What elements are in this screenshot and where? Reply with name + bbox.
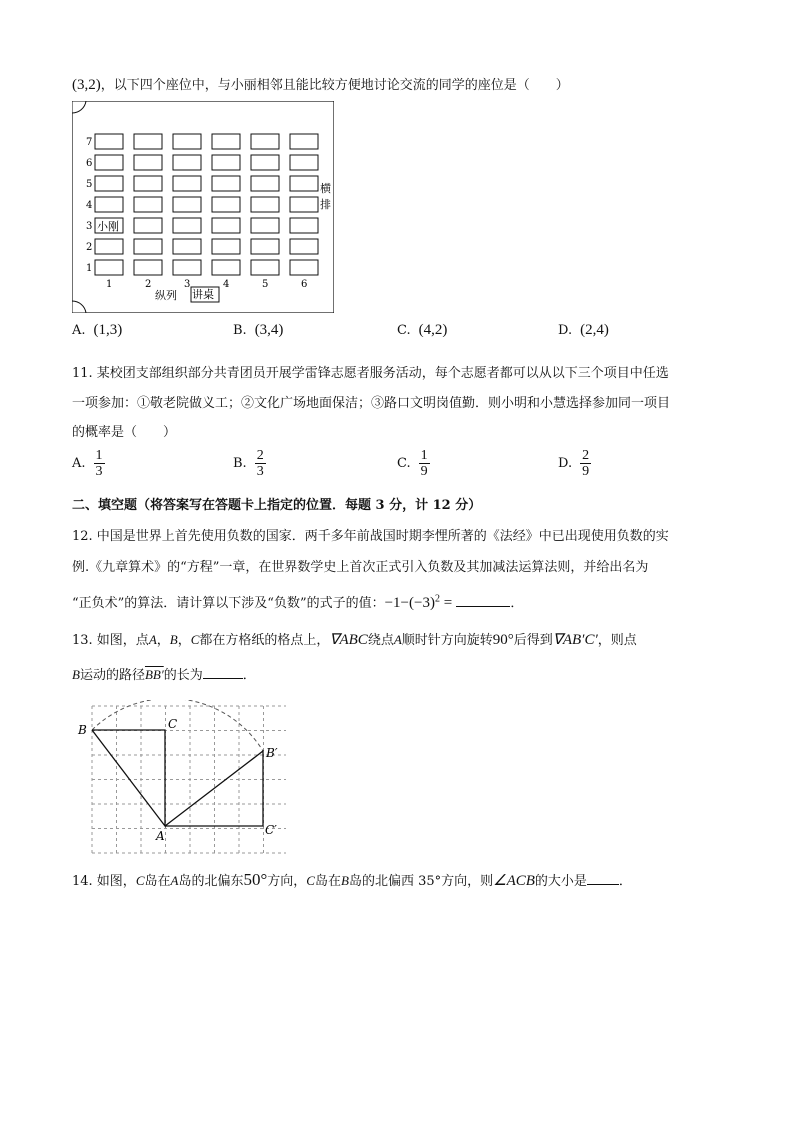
q11-option-d[interactable]: D. $\frac{2}{9}$ <box>558 448 590 479</box>
seat <box>173 197 201 212</box>
row-number: 4 <box>86 200 93 211</box>
q10-stem <box>72 74 569 94</box>
fig-label-a: A <box>156 829 165 843</box>
seat <box>251 239 279 254</box>
col-number: 1 <box>106 279 113 290</box>
seat <box>134 155 162 170</box>
row-number: 6 <box>86 158 93 169</box>
row-number: 7 <box>86 137 93 148</box>
q14-stem: 14. 如图，C岛在A岛的北偏东50°方向，C岛在B岛的北偏西 35°方向，则∠ACB的大小是 ． <box>72 870 632 889</box>
q10-option-a[interactable]: A. (1,3) <box>72 322 123 338</box>
seat <box>173 155 201 170</box>
q13-line1: 13. 如图，点A，B，C都在方格纸的格点上，∇ABC绕点A顺时针方向旋转90°后得到∇AB′C′，则点 <box>72 632 637 648</box>
seat <box>290 239 318 254</box>
seat <box>212 239 240 254</box>
seat <box>95 260 123 275</box>
seat <box>212 134 240 149</box>
fig-label-bp: B′ <box>266 746 278 760</box>
seat <box>290 155 318 170</box>
seat <box>134 134 162 149</box>
fig-label-c: C <box>168 717 178 731</box>
q13-answer-blank[interactable] <box>203 678 243 679</box>
fig-label-b: B <box>78 723 87 737</box>
seat <box>290 197 318 212</box>
q10-coord: (3,2) <box>72 77 101 93</box>
triangle-abc <box>92 730 165 826</box>
q13-line2: B运动的路径BB′的长为 ． <box>72 667 256 683</box>
seat <box>134 239 162 254</box>
seat <box>251 134 279 149</box>
col-number: 3 <box>184 279 191 290</box>
col-label: 纵列 <box>155 289 177 302</box>
col-number: 2 <box>145 279 152 290</box>
seat <box>95 239 123 254</box>
seat <box>173 239 201 254</box>
q11-line1: 11. 某校团支部组织部分共青团员开展学雷锋志愿者服务活动，每个志愿者都可以从以下三个项目中任选 <box>72 366 669 381</box>
q11-option-b[interactable]: B. $\frac{2}{3}$ <box>233 448 264 479</box>
q12-line1: 12. 中国是世界上首先使用负数的国家．两千多年前战国时期李悝所著的《法经》中已出现使用负数的实 <box>72 529 669 544</box>
q11-option-a[interactable]: A. $\frac{1}{3}$ <box>72 448 103 479</box>
seat <box>251 176 279 191</box>
arc-bb: BB′ <box>144 667 164 682</box>
seat <box>251 197 279 212</box>
row-number: 3 <box>86 221 93 232</box>
q11-line2: 一项参加：①敬老院做义工；②文化广场地面保洁；③路口文明岗值勤．则小明和小慧选择参加同一项目 <box>72 396 671 411</box>
q12-line3: “正负术”的算法．请计算以下涉及“负数”的式子的值：$-1-(-3)^2$ = ． <box>72 593 524 611</box>
seat <box>134 197 162 212</box>
seat <box>173 134 201 149</box>
seat <box>95 176 123 191</box>
xiaogang-label: 小刚 <box>97 220 119 233</box>
rotation-arc <box>92 700 263 751</box>
q10-option-b[interactable]: B. (3,4) <box>233 322 284 338</box>
col-number: 6 <box>301 279 308 290</box>
q12-expression: −1−(−3) <box>384 595 435 611</box>
side-label-1: 横 <box>320 182 331 195</box>
q10-text: ，以下四个座位中，与小丽相邻且能比较方便地讨论交流的同学的座位是（ ） <box>100 78 569 93</box>
q14-answer-blank[interactable] <box>587 884 619 885</box>
seat <box>95 155 123 170</box>
q10-option-d[interactable]: D. (2,4) <box>558 322 609 338</box>
q11-line3: 的概率是（ ） <box>72 425 177 440</box>
seat <box>134 218 162 233</box>
row-number: 2 <box>86 242 93 253</box>
seat <box>95 197 123 212</box>
seat <box>290 260 318 275</box>
section-2-heading: 二、填空题（将答案写在答题卡上指定的位置．每题 3 分，计 12 分） <box>72 498 482 513</box>
seat <box>251 155 279 170</box>
row-number: 1 <box>86 263 93 274</box>
seat <box>95 134 123 149</box>
seat <box>290 218 318 233</box>
seat <box>212 176 240 191</box>
seat <box>290 134 318 149</box>
q10-option-c[interactable]: C. (4,2) <box>397 322 448 338</box>
q11-option-c[interactable]: C. $\frac{1}{9}$ <box>397 448 428 479</box>
seat <box>212 155 240 170</box>
fig-label-cp: C′ <box>265 823 277 837</box>
seating-diagram <box>72 101 334 313</box>
seat <box>251 218 279 233</box>
col-number: 5 <box>262 279 269 290</box>
seat <box>134 176 162 191</box>
seat <box>212 260 240 275</box>
seat <box>212 218 240 233</box>
seat <box>134 260 162 275</box>
col-number: 4 <box>223 279 230 290</box>
row-number: 5 <box>86 179 93 190</box>
rotation-figure <box>76 700 286 858</box>
podium-label: 讲桌 <box>192 288 214 301</box>
seat <box>173 218 201 233</box>
side-label-2: 排 <box>320 198 331 211</box>
seat <box>290 176 318 191</box>
seat <box>173 176 201 191</box>
seat <box>173 260 201 275</box>
seat <box>212 197 240 212</box>
q12-line2: 例.《九章算术》的“方程”一章，在世界数学史上首次正式引入负数及其加减法运算法则，并给出名为 <box>72 560 649 575</box>
seat <box>251 260 279 275</box>
q12-answer-blank[interactable] <box>456 606 510 607</box>
